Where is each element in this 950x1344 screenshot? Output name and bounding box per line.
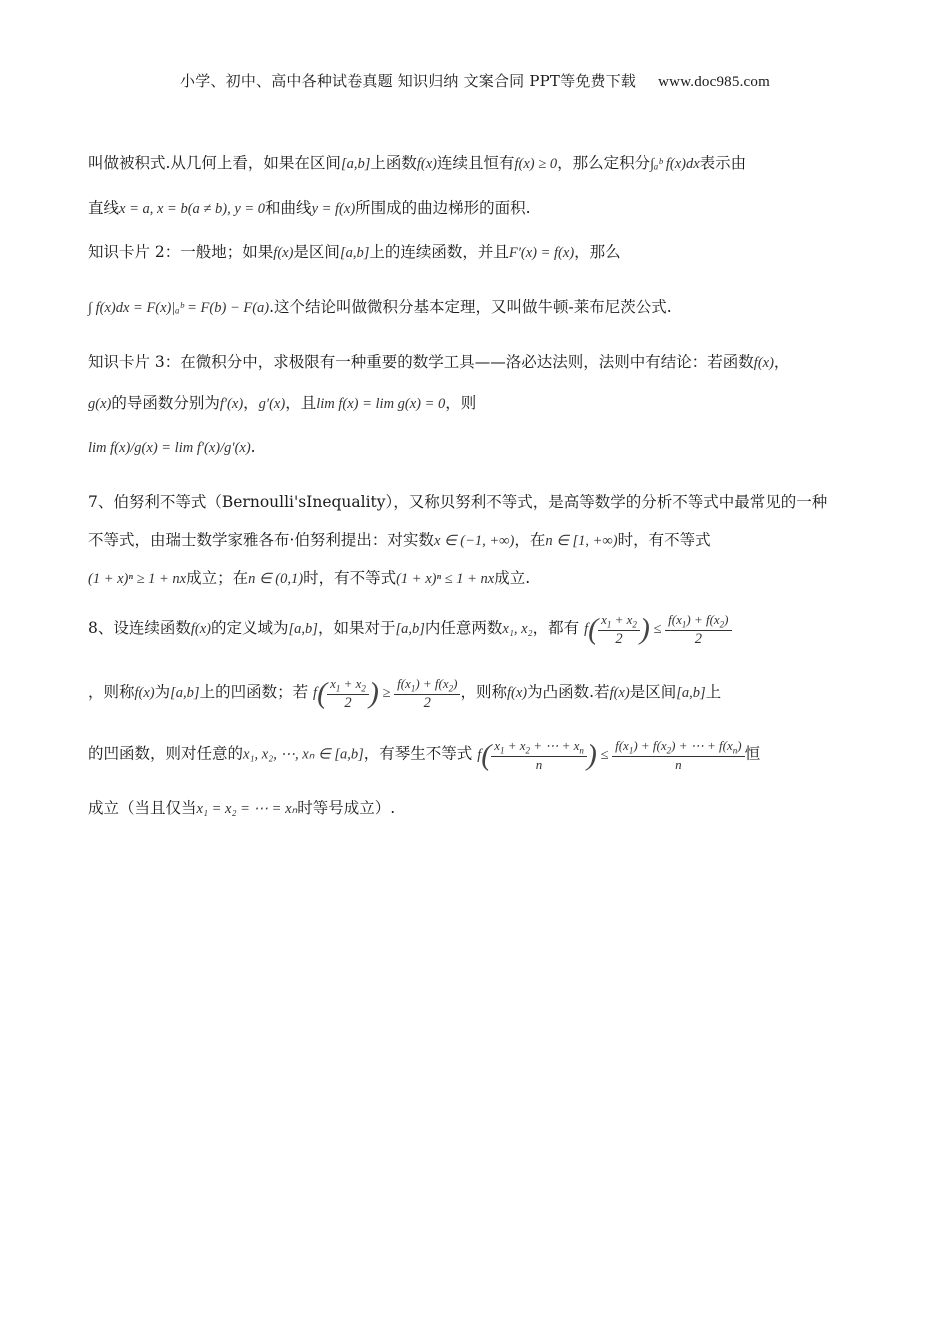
text: 为: [154, 683, 171, 702]
jensen-def-formula: f( $\frac{x_1 + x_2}{2}$ ) ≤ $\frac{f(x_1) + f(x_2)}{2}$: [584, 621, 731, 637]
text: ，如果对于: [317, 619, 396, 638]
item8-line3: [88, 738, 760, 773]
item7-line3: [88, 566, 530, 588]
text: 直线: [88, 199, 120, 217]
text: 上的凹函数；若: [199, 683, 309, 702]
math: lim f(x)/g(x) = lim f′(x)/g′(x): [88, 440, 251, 456]
text: ，则称: [88, 683, 135, 702]
text: 上的连续函数，并且: [369, 243, 509, 261]
text: 时，有不等式: [303, 569, 397, 587]
text: 知识卡片 2：一般地；如果: [88, 243, 274, 261]
math: x = a, x = b(a ≠ b), y = 0: [119, 201, 266, 217]
math: F′(x) = f(x): [508, 245, 575, 261]
math: f(x) ≥ 0: [514, 156, 558, 172]
header-site: www.doc985.com: [658, 74, 770, 90]
card2-line2: [88, 295, 672, 317]
math: f(x): [507, 685, 528, 702]
text: 上: [705, 683, 722, 702]
math: n ∈ (0,1): [248, 571, 304, 587]
math: f(x): [609, 685, 630, 702]
card3-line1: [88, 350, 789, 372]
text: 时等号成立）.: [297, 799, 396, 817]
math: [a,b]: [170, 685, 200, 702]
text: 恒: [744, 744, 761, 763]
math: [a,b]: [676, 685, 706, 702]
card3-line2: [88, 391, 476, 413]
text: 的定义域为: [211, 619, 289, 638]
math: x₁, x₂, ⋯, xₙ ∈ [a,b]: [243, 746, 364, 763]
text: 7、伯努利不等式（Bernoulli'sInequality），又称贝努利不等式，是高等数学的分析不等式中最常见的一种: [88, 493, 828, 511]
math: f(x): [134, 685, 155, 702]
text: ，: [773, 353, 790, 371]
p1-line1: [88, 151, 746, 173]
text: 时，有不等式: [617, 531, 711, 549]
text: .: [250, 438, 256, 456]
math: x₁, x₂: [502, 621, 533, 638]
text: ，那么定积分: [557, 154, 651, 172]
p1-line2: [88, 196, 531, 218]
text: 的导函数分别为: [111, 394, 220, 412]
math: (1 + x)ⁿ ≤ 1 + nx: [396, 571, 495, 587]
math: ∫ f(x)dx = F(x)|ₐᵇ = F(b) − F(a): [88, 300, 270, 316]
text: ，且: [285, 394, 317, 412]
text: 8、设连续函数: [88, 619, 191, 638]
text: 是区间: [629, 683, 677, 702]
card2-line1: [88, 240, 621, 262]
math: y = f(x): [311, 201, 356, 217]
convex-def-formula: f( $\frac{x_1 + x_2}{2}$ ) ≥ $\frac{f(x_1) + f(x_2)}{2}$: [313, 685, 460, 701]
math: f(x): [273, 245, 294, 261]
text: 上函数: [370, 154, 417, 172]
text: 和曲线: [265, 199, 312, 217]
text: 内任意两数: [424, 619, 503, 638]
item8-line1: [88, 612, 732, 648]
text: 表示由: [699, 154, 747, 172]
item8-line4: [88, 796, 395, 818]
text: 为凸函数.若: [527, 683, 610, 702]
text: ，有琴生不等式: [363, 744, 473, 763]
text: 的凹函数，则对任意的: [88, 744, 244, 763]
card3-line3: [88, 438, 256, 457]
item7-line1: [88, 490, 827, 512]
text: .这个结论叫做微积分基本定理，又叫做牛顿-莱布尼茨公式.: [269, 298, 672, 316]
math: ∫ₐᵇ f(x)dx: [650, 156, 700, 172]
page-header: [0, 70, 950, 91]
math: lim f(x) = lim g(x) = 0: [316, 396, 446, 412]
math: f(x): [753, 355, 774, 371]
jensen-inequality-formula: f( $\frac{x_1 + x_2 + \cdots + x_n}{n}$ ) ≤ $\frac{f(x_1) + f(x_2) + \cdots + f(x_n)}{n}$: [477, 747, 744, 763]
text: 不等式，由瑞士数学家雅各布·伯努利提出：对实数: [88, 531, 434, 549]
text: ，那么: [574, 243, 621, 261]
text: 叫做被积式.从几何上看，如果在区间: [88, 154, 341, 172]
math: [a,b]: [339, 245, 370, 261]
text: ，都有: [532, 619, 580, 638]
math: g′(x): [258, 396, 286, 412]
math: f′(x): [219, 396, 244, 412]
text: 是区间: [293, 243, 340, 261]
math: [a,b]: [340, 156, 371, 172]
text: 成立.: [494, 569, 531, 587]
item8-line2: [88, 676, 721, 712]
math: f(x): [416, 156, 437, 172]
math: [a,b]: [395, 621, 425, 638]
text: 成立；在: [186, 569, 249, 587]
item7-line2: [88, 528, 711, 550]
text: ，在: [514, 531, 546, 549]
header-title: 小学、初中、高中各种试卷真题 知识归纳 文案合同 PPT等免费下载: [180, 72, 637, 90]
text: ，则: [445, 394, 477, 412]
math: f(x): [190, 621, 211, 638]
math: g(x): [88, 396, 112, 412]
text: 知识卡片 3：在微积分中，求极限有一种重要的数学工具——洛必达法则，法则中有结论：若函数: [88, 353, 754, 371]
math: x ∈ (−1, +∞): [433, 533, 515, 549]
math: (1 + x)ⁿ ≥ 1 + nx: [88, 571, 187, 587]
text: ，: [243, 394, 259, 412]
math: n ∈ [1, +∞): [545, 533, 618, 549]
text: ，则称: [460, 683, 507, 702]
text: 成立（当且仅当: [88, 799, 197, 817]
math: [a,b]: [288, 621, 318, 638]
math: x₁ = x₂ = ⋯ = xₙ: [196, 801, 298, 817]
text: 连续且恒有: [437, 154, 515, 172]
text: 所围成的曲边梯形的面积.: [355, 199, 531, 217]
